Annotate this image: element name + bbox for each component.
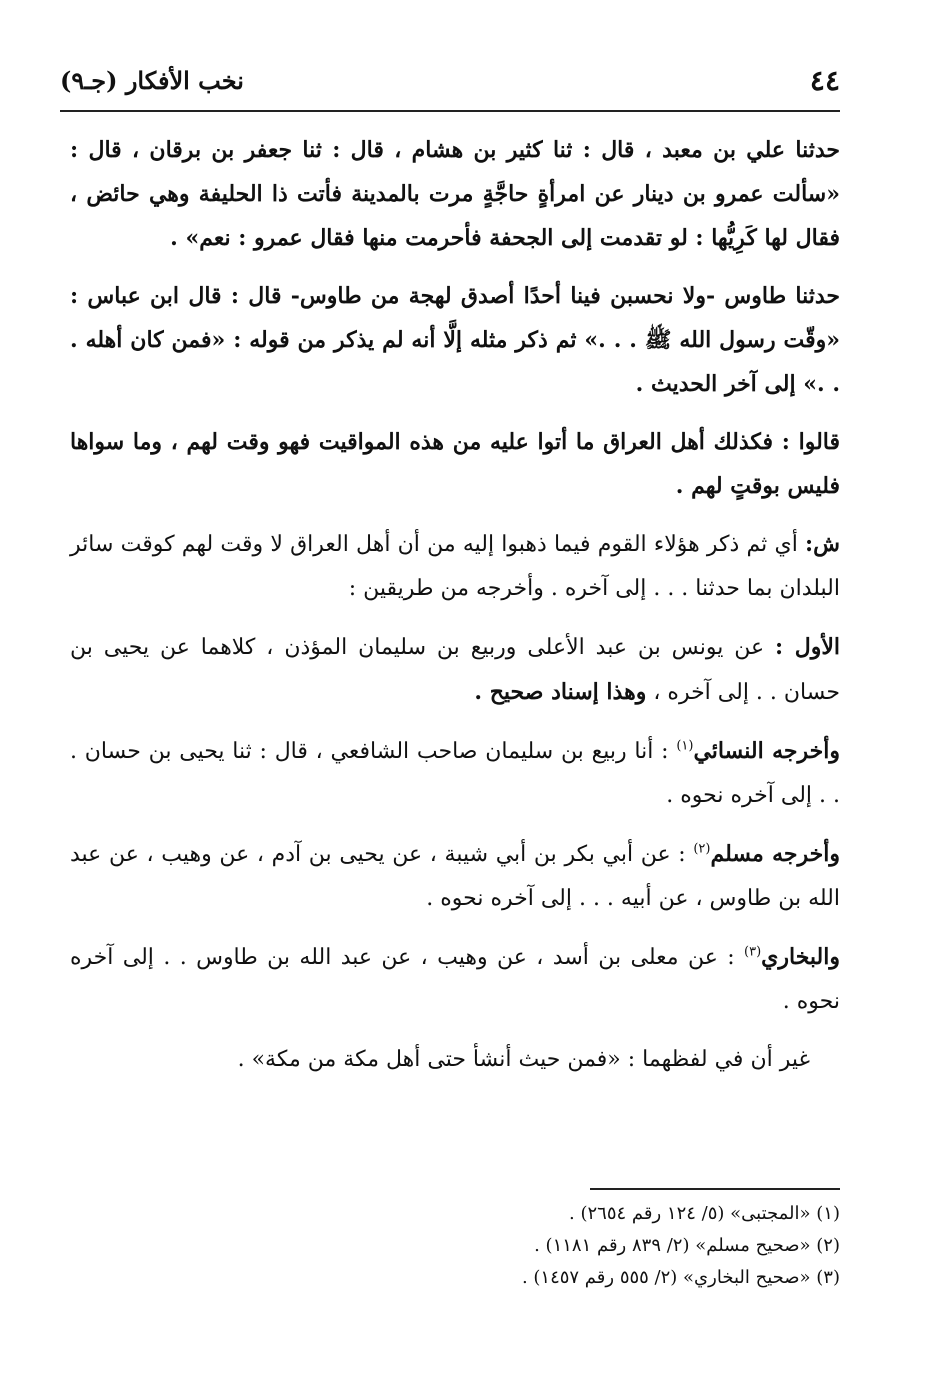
running-title: نخب الأفكار (جـ٩) xyxy=(60,66,244,95)
paragraph-6 xyxy=(70,729,840,818)
paragraph-lead: والبخاري xyxy=(761,944,840,970)
page-body xyxy=(70,128,840,1096)
footnote-ref: (٣) xyxy=(744,944,762,960)
paragraph-text: عن يونس بن عبد الأعلى وربيع بن سليمان المؤذن ، كلاهما عن يحيى بن حسان . . إلى آخره ، xyxy=(70,635,840,705)
footnotes xyxy=(110,1198,840,1294)
footnote-ref: (١) xyxy=(676,738,694,754)
paragraph-text: حدثنا علي بن معبد ، قال : ثنا كثير بن هشام ، قال : ثنا جعفر بن برقان ، قال : «سألت عمرو بن دينار عن امرأةٍ حاجَّةٍ مرت بالمدينة فأتت ذا الحليفة وهي حائض ، فقال لها كَرِيُّها : لو تقدمت إلى الجحفة فأحرمت منها فقال عمرو : نعم» . xyxy=(70,137,840,251)
footnote-separator xyxy=(590,1188,840,1190)
paragraph-text: : أنا ربيع بن سليمان صاحب الشافعي ، قال : ثنا يحيى بن حسان . . . إلى آخره نحوه . xyxy=(70,739,840,808)
paragraph-text: أي ثم ذكر هؤلاء القوم فيما ذهبوا إليه من أن أهل العراق لا وقت لهم كوقت سائر البلدان بما حدثنا . . . إلى آخره . وأخرجه من طريقين : xyxy=(70,532,840,601)
paragraph-lead: وأخرجه النسائي xyxy=(693,738,840,764)
page-header xyxy=(60,60,840,112)
paragraph-text: قالوا : فكذلك أهل العراق ما أتوا عليه من هذه المواقيت فهو وقت لهم ، وما سواها فليس بوقتٍ لهم . xyxy=(70,429,840,499)
footnote-3: (٣) «صحيح البخاري» (٢/ ٥٥٥ رقم ١٤٥٧) . xyxy=(521,1267,840,1288)
paragraph-text: : عن معلى بن أسد ، عن وهيب ، عن عبد الله بن طاوس . . إلى آخره نحوه . xyxy=(70,945,840,1014)
paragraph-2 xyxy=(70,274,840,406)
paragraph-7 xyxy=(70,832,840,921)
paragraph-1 xyxy=(70,128,840,260)
paragraph-lead: ش: xyxy=(805,531,840,557)
paragraph-text: : عن أبي بكر بن أبي شيبة ، عن يحيى بن آدم ، عن وهيب ، عن عبد الله بن طاوس ، عن أبيه . . . إلى آخره نحوه . xyxy=(70,842,840,911)
paragraph-8 xyxy=(70,935,840,1024)
paragraph-text: حدثنا طاوس -ولا نحسبن فينا أحدًا أصدق لهجة من طاوس- قال : قال ابن عباس : «وقّت رسول الله ﷺ . . .» ثم ذكر مثله إلَّا أنه لم يذكر من قوله : «فمن كان أهله . . .» إلى آخر الحديث . xyxy=(70,283,840,397)
paragraph-tail: وهذا إسناد صحيح . xyxy=(474,679,647,705)
paragraph-3 xyxy=(70,420,840,508)
paragraph-4 xyxy=(70,522,840,611)
paragraph-lead: وأخرجه مسلم xyxy=(710,841,840,867)
paragraph-lead: الأول : xyxy=(775,634,840,660)
page-number: ٤٤ xyxy=(809,64,840,97)
paragraph-9 xyxy=(70,1038,840,1082)
paragraph-5 xyxy=(70,625,840,715)
footnote-ref: (٢) xyxy=(693,841,711,857)
footnote-2: (٢) «صحيح مسلم» (٢/ ٨٣٩ رقم ١١٨١) . xyxy=(534,1235,840,1256)
footnote-1: (١) «المجتبى» (٥/ ١٢٤ رقم ٢٦٥٤) . xyxy=(569,1203,840,1224)
paragraph-text: غير أن في لفظهما : «فمن حيث أنشأ حتى أهل مكة من مكة» . xyxy=(237,1047,810,1072)
